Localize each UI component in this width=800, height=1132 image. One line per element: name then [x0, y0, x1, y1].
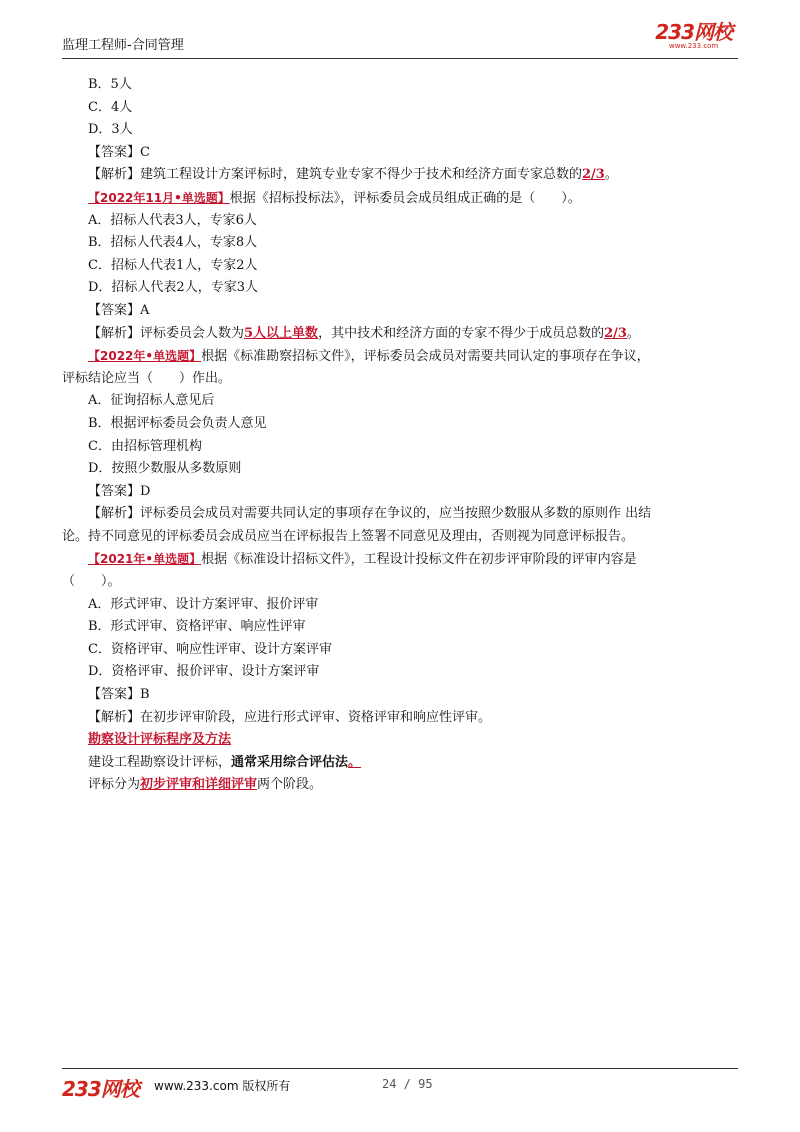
q3-option-c: C．由招标管理机构: [88, 438, 202, 454]
question-3-cont: 评标结论应当（ ）作出。: [62, 370, 232, 386]
question-text: 根据《标准设计招标文件》，工程设计投标文件在初步评审阶段的评审内容是: [201, 552, 637, 568]
footer-logo: 233网校: [62, 1077, 139, 1101]
header-title: 监理工程师-合同管理: [62, 38, 184, 53]
question-tag: 【2022年•单选题】: [88, 349, 202, 364]
option-c: C．4人: [88, 99, 133, 115]
section-text: 评标分为: [88, 777, 141, 793]
explanation-end: 。: [604, 167, 618, 183]
page-number: 24 / 95: [382, 1077, 433, 1091]
brand-logo: [655, 22, 732, 50]
q4-answer: 【答案】B: [88, 687, 150, 703]
explanation: [62, 164, 738, 187]
question-tag: 【2021年•单选题】: [88, 552, 202, 567]
question-4: [62, 548, 738, 571]
explanation-text: 【解析】建筑工程设计方案评标时，建筑专业专家不得少于技术和经济方面专家总数的: [88, 167, 583, 183]
section-title: [62, 729, 738, 752]
highlight: 。: [348, 754, 362, 770]
q3-answer: 【答案】D: [88, 483, 151, 499]
document-body: [62, 74, 738, 797]
q3-explanation-cont: 论。持不同意见的评标委员会成员应当在评标报告上签署不同意见及理由，否则视为同意评标报告。: [62, 528, 635, 544]
highlight: 5人以上单数: [244, 325, 319, 341]
question-text: 根据《标准勘察招标文件》，评标委员会成员对需要共同认定的事项存在争议，: [201, 349, 650, 365]
explanation-end: 。: [626, 325, 640, 341]
q2-option-b: B．招标人代表4人，专家8人: [88, 235, 258, 251]
q2-option-c: C．招标人代表1人，专家2人: [88, 257, 258, 273]
option-b: B．5人: [88, 77, 132, 92]
q4-option-d: D．资格评审、报价评审、设计方案评审: [88, 664, 320, 680]
q3-explanation: 【解析】评标委员会成员对需要共同认定的事项存在争议的，应当按照少数服从多数的原则作 出结: [88, 506, 652, 522]
q4-option-c: C．资格评审、响应性评审、设计方案评审: [88, 641, 332, 657]
section-text: 建设工程勘察设计评标，: [88, 754, 232, 770]
question-4-cont: （ ）。: [62, 574, 121, 590]
logo-main-text: 233网校: [655, 20, 732, 44]
q2-answer: 【答案】A: [88, 302, 150, 318]
section-heading: 勘察设计评标程序及方法: [88, 732, 232, 748]
section-line-1: [62, 752, 738, 775]
explanation-text: ，其中技术和经济方面的专家不得少于成员总数的: [318, 325, 605, 341]
q4-option-a: A．形式评审、设计方案评审、报价评审: [88, 596, 319, 612]
q2-explanation: [62, 323, 738, 346]
question-3: [62, 345, 738, 368]
option-d: D．3人: [88, 122, 133, 138]
footer-copyright: www.233.com 版权所有: [154, 1079, 291, 1093]
q4-option-b: B．形式评审、资格评审、响应性评审: [88, 619, 306, 635]
explanation-text: 【解析】评标委员会人数为: [88, 325, 245, 341]
q4-explanation: 【解析】在初步评审阶段，应进行形式评审、资格评审和响应性评审。: [88, 709, 492, 725]
highlight: 2/3: [604, 325, 627, 341]
logo-sub-text: www.233.com: [668, 42, 719, 50]
highlight: 初步评审和详细评审: [140, 777, 258, 793]
section-text: 两个阶段。: [257, 777, 323, 793]
section-line-2: [62, 774, 738, 797]
question-2: [62, 187, 738, 210]
answer: 【答案】C: [88, 144, 150, 160]
question-text: 根据《招标投标法》，评标委员会成员组成正确的是（ ）。: [229, 190, 581, 206]
q2-option-d: D．招标人代表2人，专家3人: [88, 280, 258, 296]
q2-option-a: A．招标人代表3人，专家6人: [88, 212, 257, 228]
bold-text: 通常采用综合评估法: [231, 754, 349, 770]
page-header: [62, 22, 738, 59]
question-tag: 【2022年11月•单选题】: [88, 190, 230, 205]
q3-option-d: D．按照少数服从多数原则: [88, 461, 242, 477]
q3-option-a: A．征询招标人意见后: [88, 393, 215, 409]
highlight: 2/3: [582, 167, 605, 183]
page-footer: [62, 1068, 738, 1109]
q3-option-b: B．根据评标委员会负责人意见: [88, 415, 267, 431]
